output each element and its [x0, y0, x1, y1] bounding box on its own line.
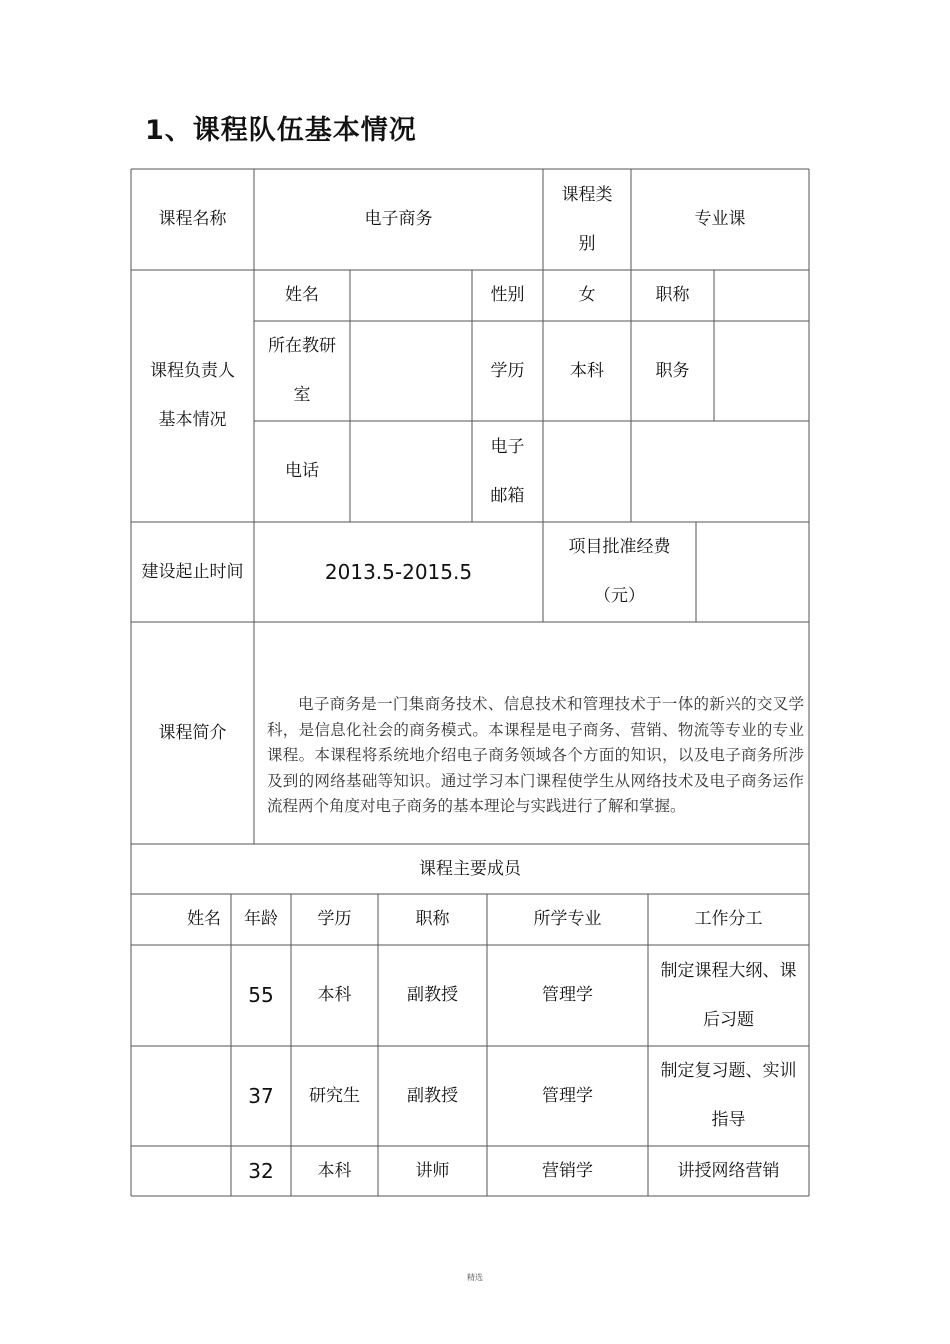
course-name-label: 课程名称 — [158, 209, 227, 229]
table-row-cell-age: 55 — [248, 983, 274, 1007]
table-row-cell-edu: 研究生 — [309, 1085, 360, 1106]
table-row-cell-title: 讲师 — [415, 1160, 450, 1181]
course-type-value: 专业课 — [694, 209, 746, 229]
leader-post-value — [714, 321, 809, 421]
leader-phone-value — [350, 421, 472, 522]
table-row-cell-edu: 本科 — [317, 1160, 352, 1181]
members-header-major: 所学专业 — [533, 909, 602, 929]
table-row-cell-age: 32 — [248, 1158, 274, 1183]
leader-title-label: 职称 — [655, 285, 690, 305]
table-row-cell-age: 37 — [248, 1083, 274, 1108]
table-row-cell-title: 副教授 — [407, 985, 458, 1005]
table-row-cell-major: 管理学 — [542, 1085, 593, 1106]
leader-email-value — [543, 421, 809, 522]
page-title: 1、课程队伍基本情况 — [145, 115, 417, 146]
members-section-title: 课程主要成员 — [419, 858, 521, 879]
table-row-cell-duty: 讲授网络营销 — [677, 1160, 780, 1181]
funding-value — [696, 522, 809, 622]
leader-edu-value: 本科 — [570, 360, 604, 381]
table-row-cell-name — [131, 945, 231, 1046]
table-row-cell-title: 副教授 — [407, 1085, 458, 1106]
funding-label: 项目批准经费（元） — [568, 537, 671, 606]
table-row-cell-edu: 本科 — [317, 985, 352, 1005]
intro-label: 课程简介 — [158, 722, 227, 743]
leader-dept-value — [350, 321, 472, 421]
members-header-age: 年龄 — [244, 909, 278, 929]
leader-post-label: 职务 — [655, 360, 690, 381]
leader-title-value — [714, 270, 809, 321]
leader-section-label: 课程负责人基本情况 — [150, 361, 235, 430]
intro-text: 电子商务是一门集商务技术、信息技术和管理技术于一体的新兴的交叉学科，是信息化社会的商务模式。本课程是电子商务、营销、物流等专业的专业课程。本课程将系统地介绍电子商务领域各个方面的知识，以及电子商务所涉及到的网络基础等知识。通过学习本门课程使学生从网络技术及电子商务运作流程两个角度对电子商务的基本理论与实践进行了解和掌握。 — [267, 695, 804, 815]
page-footer: 精选 — [467, 1273, 483, 1282]
course-name-value: 电子商务 — [364, 209, 433, 229]
leader-gender-value: 女 — [578, 285, 596, 305]
leader-email-label: 电子邮箱 — [490, 436, 525, 506]
members-header-edu: 学历 — [317, 909, 352, 929]
leader-name-label: 姓名 — [285, 285, 319, 305]
table-row-cell-name — [131, 1046, 231, 1146]
period-value: 2013.5-2015.5 — [324, 559, 473, 584]
leader-edu-label: 学历 — [490, 360, 525, 381]
table-row-cell-duty: 制定复习题、实训指导 — [660, 1061, 797, 1130]
leader-gender-label: 性别 — [490, 285, 525, 305]
members-header-name: 姓名 — [187, 909, 221, 929]
leader-name-value — [350, 270, 472, 321]
leader-dept-label: 所在教研室 — [268, 336, 336, 405]
members-header-duty: 工作分工 — [694, 909, 763, 929]
leader-phone-label: 电话 — [285, 461, 319, 481]
table-row-cell-name — [131, 1146, 231, 1196]
table-row-cell-duty: 制定课程大纲、课后习题 — [660, 960, 797, 1030]
table-row-cell-major: 营销学 — [542, 1160, 593, 1181]
course-type-label: 课程类别 — [561, 184, 613, 254]
table-row-cell-major: 管理学 — [542, 985, 593, 1005]
members-header-title: 职称 — [415, 909, 450, 929]
period-label: 建设起止时间 — [141, 561, 244, 582]
